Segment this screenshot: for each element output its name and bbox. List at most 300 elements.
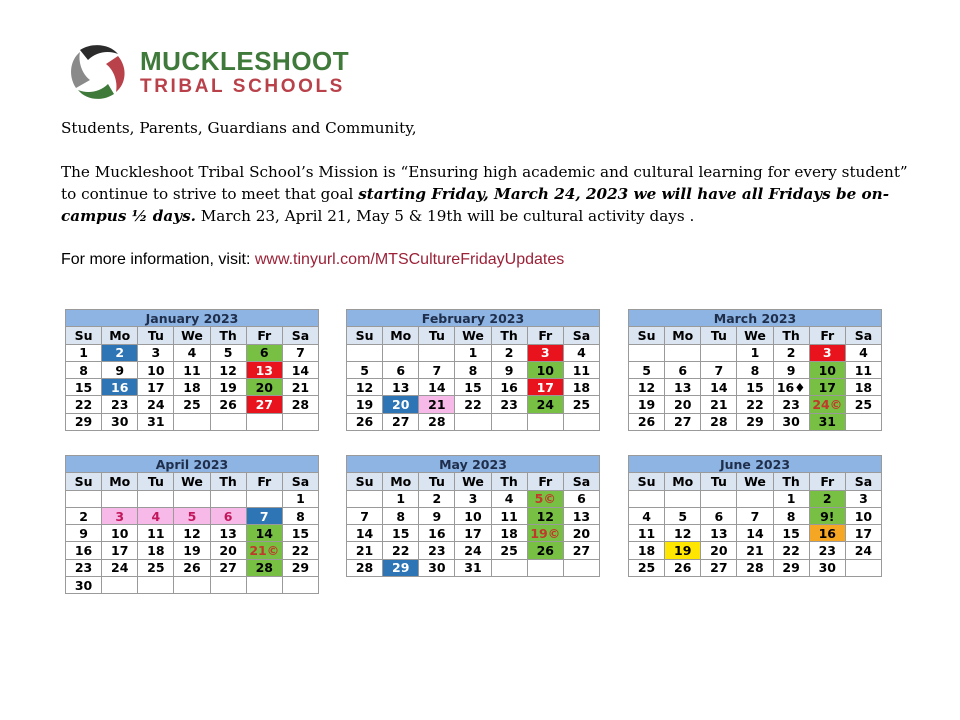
calendar-empty-cell — [174, 413, 210, 430]
calendar-day: 5 — [174, 507, 210, 524]
calendar-day: 9 — [66, 525, 102, 542]
weekday-header: Tu — [138, 473, 174, 490]
calendar-day: 26 — [527, 542, 563, 559]
calendar-day: 5 — [210, 344, 246, 361]
calendar-day: 24 — [845, 542, 881, 559]
calendar-day: 15 — [383, 525, 419, 542]
calendar-day: 24 — [102, 559, 138, 576]
weekday-header: Su — [629, 473, 665, 490]
weekday-header: Sa — [563, 473, 599, 490]
weekday-header: We — [174, 327, 210, 344]
calendar-day: 19© — [527, 525, 563, 542]
calendar-february — [346, 309, 600, 431]
calendar-week-row — [66, 344, 319, 361]
calendar-day: 2 — [102, 344, 138, 361]
calendar-day: 3 — [102, 507, 138, 524]
calendar-empty-cell — [246, 577, 282, 594]
calendar-day: 2 — [491, 344, 527, 361]
calendar-day: 8 — [282, 507, 318, 524]
calendar-day: 21 — [282, 379, 318, 396]
calendar-week-row — [629, 542, 882, 559]
calendar-day: 23 — [102, 396, 138, 413]
calendar-april — [65, 455, 319, 594]
calendar-day: 23 — [419, 542, 455, 559]
calendar-day: 13 — [665, 379, 701, 396]
calendar-day: 12 — [174, 525, 210, 542]
calendar-day: 28 — [737, 559, 773, 576]
weekday-header: Su — [66, 327, 102, 344]
weekday-header: Sa — [282, 473, 318, 490]
calendar-day: 20 — [246, 379, 282, 396]
calendar-day: 28 — [282, 396, 318, 413]
calendar-day: 29 — [773, 559, 809, 576]
calendar-day: 22 — [455, 396, 491, 413]
calendar-day: 18 — [629, 542, 665, 559]
logo-emblem-icon — [66, 40, 132, 106]
calendar-day: 29 — [383, 559, 419, 576]
calendar-day: 8 — [383, 507, 419, 524]
calendar-day: 23 — [773, 396, 809, 413]
calendar-day: 13 — [246, 361, 282, 378]
calendar-empty-cell — [527, 559, 563, 576]
calendar-march — [628, 309, 882, 431]
calendar-day: 22 — [737, 396, 773, 413]
mission-emphasis: starting Friday, March 24, 2023 we will have all Fridays be on-campus ½ days. — [61, 185, 889, 225]
calendar-day: 19 — [665, 542, 701, 559]
calendar-day: 27 — [665, 413, 701, 430]
calendar-day: 26 — [347, 413, 383, 430]
calendar-day: 1 — [737, 344, 773, 361]
calendar-day: 19 — [174, 542, 210, 559]
calendar-day: 17 — [455, 525, 491, 542]
calendar-day: 30 — [66, 577, 102, 594]
calendar-day: 25 — [174, 396, 210, 413]
calendar-day: 15 — [737, 379, 773, 396]
weekday-header: Fr — [527, 327, 563, 344]
calendar-day: 7 — [737, 507, 773, 524]
calendar-week-row — [66, 507, 319, 524]
calendar-day: 30 — [102, 413, 138, 430]
calendar-day: 5 — [629, 361, 665, 378]
calendar-week-row — [66, 361, 319, 378]
calendar-week-row — [347, 507, 600, 524]
calendar-empty-cell — [174, 490, 210, 507]
calendar-week-row — [66, 413, 319, 430]
calendar-title: April 2023 — [66, 456, 319, 473]
calendar-day: 10 — [102, 525, 138, 542]
calendar-day: 7 — [347, 507, 383, 524]
calendar-day: 3 — [809, 344, 845, 361]
weekday-header: Sa — [845, 473, 881, 490]
calendar-day: 26 — [210, 396, 246, 413]
weekday-header: Th — [773, 327, 809, 344]
weekday-header: Tu — [419, 327, 455, 344]
calendar-day: 28 — [246, 559, 282, 576]
calendar-day: 5 — [347, 361, 383, 378]
calendar-empty-cell — [383, 344, 419, 361]
calendar-day: 20 — [563, 525, 599, 542]
calendar-day: 6 — [563, 490, 599, 507]
calendar-day: 5 — [665, 507, 701, 524]
calendar-empty-cell — [246, 413, 282, 430]
weekday-header: Mo — [102, 473, 138, 490]
calendar-day: 20 — [701, 542, 737, 559]
calendar-day: 19 — [629, 396, 665, 413]
calendar-day: 27 — [246, 396, 282, 413]
calendar-day: 6 — [665, 361, 701, 378]
weekday-header: Su — [347, 327, 383, 344]
calendar-day: 18 — [845, 379, 881, 396]
calendar-empty-cell — [282, 577, 318, 594]
calendar-day: 22 — [66, 396, 102, 413]
calendar-day: 21© — [246, 542, 282, 559]
calendar-day: 7 — [246, 507, 282, 524]
calendar-day: 16♦ — [773, 379, 809, 396]
calendar-day: 8 — [737, 361, 773, 378]
calendar-day: 3 — [845, 490, 881, 507]
calendar-day: 21 — [347, 542, 383, 559]
calendar-day: 14 — [246, 525, 282, 542]
calendar-day: 23 — [66, 559, 102, 576]
calendar-day: 13 — [210, 525, 246, 542]
calendar-day: 13 — [383, 379, 419, 396]
calendar-day: 9 — [419, 507, 455, 524]
calendar-day: 24 — [527, 396, 563, 413]
calendar-day: 15 — [282, 525, 318, 542]
calendar-week-row — [347, 490, 600, 507]
calendar-week-row — [66, 577, 319, 594]
calendar-day: 16 — [491, 379, 527, 396]
calendar-day: 5© — [527, 490, 563, 507]
calendar-week-row — [347, 559, 600, 576]
calendar-may — [346, 455, 600, 577]
calendar-week-row — [66, 525, 319, 542]
calendar-day: 6 — [210, 507, 246, 524]
calendar-title: February 2023 — [347, 310, 600, 327]
calendar-day: 21 — [701, 396, 737, 413]
calendar-day: 19 — [210, 379, 246, 396]
calendar-day: 26 — [629, 413, 665, 430]
calendar-empty-cell — [455, 413, 491, 430]
calendar-day: 26 — [665, 559, 701, 576]
calendar-day: 18 — [138, 542, 174, 559]
calendar-day: 10 — [527, 361, 563, 378]
calendar-day: 3 — [527, 344, 563, 361]
calendar-empty-cell — [845, 559, 881, 576]
calendar-week-row — [347, 413, 600, 430]
calendar-day: 6 — [701, 507, 737, 524]
calendar-week-row — [66, 490, 319, 507]
weekday-header: Tu — [701, 473, 737, 490]
weekday-header: Fr — [527, 473, 563, 490]
calendar-empty-cell — [210, 413, 246, 430]
weekday-header: Fr — [246, 473, 282, 490]
calendar-day: 7 — [701, 361, 737, 378]
info-link[interactable]: www.tinyurl.com/MTSCultureFridayUpdates — [254, 251, 565, 268]
calendar-day: 21 — [419, 396, 455, 413]
calendar-day: 17 — [809, 379, 845, 396]
calendar-day: 17 — [102, 542, 138, 559]
calendar-empty-cell — [419, 344, 455, 361]
calendar-day: 22 — [383, 542, 419, 559]
calendar-day: 2 — [773, 344, 809, 361]
calendar-day: 14 — [701, 379, 737, 396]
mission-paragraph — [61, 161, 911, 227]
calendar-title: January 2023 — [66, 310, 319, 327]
calendar-empty-cell — [665, 344, 701, 361]
calendar-day: 18 — [174, 379, 210, 396]
weekday-header: Sa — [845, 327, 881, 344]
calendar-title: March 2023 — [629, 310, 882, 327]
greeting: Students, Parents, Guardians and Community, — [61, 119, 417, 137]
calendar-day: 9 — [773, 361, 809, 378]
info-line — [61, 251, 564, 269]
calendar-day: 7 — [419, 361, 455, 378]
calendar-empty-cell — [347, 344, 383, 361]
logo-title: MUCKLESHOOT — [140, 46, 350, 76]
weekday-header: Th — [210, 327, 246, 344]
calendar-day: 24© — [809, 396, 845, 413]
calendar-week-row — [66, 542, 319, 559]
calendar-day: 28 — [419, 413, 455, 430]
calendar-week-row — [347, 361, 600, 378]
calendar-day: 15 — [773, 525, 809, 542]
calendar-day: 17 — [527, 379, 563, 396]
info-label: For more information, visit: — [61, 251, 255, 268]
calendar-day: 14 — [737, 525, 773, 542]
calendar-day: 29 — [282, 559, 318, 576]
calendar-day: 1 — [383, 490, 419, 507]
calendar-day: 25 — [563, 396, 599, 413]
calendar-day: 16 — [809, 525, 845, 542]
weekday-header: Tu — [138, 327, 174, 344]
calendar-day: 9 — [491, 361, 527, 378]
calendar-empty-cell — [210, 490, 246, 507]
calendar-week-row — [66, 559, 319, 576]
calendar-empty-cell — [629, 490, 665, 507]
calendar-week-row — [347, 396, 600, 413]
weekday-header: Sa — [563, 327, 599, 344]
calendar-week-row — [347, 525, 600, 542]
calendar-day: 10 — [455, 507, 491, 524]
weekday-header: Sa — [282, 327, 318, 344]
calendar-day: 6 — [246, 344, 282, 361]
calendar-day: 20 — [210, 542, 246, 559]
calendar-day: 13 — [701, 525, 737, 542]
calendar-day: 3 — [455, 490, 491, 507]
weekday-header: We — [455, 327, 491, 344]
calendar-day: 13 — [563, 507, 599, 524]
calendar-week-row — [347, 344, 600, 361]
weekday-header: Th — [491, 327, 527, 344]
calendar-day: 1 — [773, 490, 809, 507]
calendar-empty-cell — [347, 490, 383, 507]
calendar-day: 27 — [210, 559, 246, 576]
calendar-day: 12 — [527, 507, 563, 524]
calendar-day: 29 — [66, 413, 102, 430]
calendar-empty-cell — [845, 413, 881, 430]
weekday-header: We — [737, 327, 773, 344]
calendar-day: 14 — [282, 361, 318, 378]
calendar-empty-cell — [563, 559, 599, 576]
calendar-day: 16 — [102, 379, 138, 396]
calendar-day: 12 — [629, 379, 665, 396]
calendar-empty-cell — [491, 559, 527, 576]
calendar-day: 9! — [809, 507, 845, 524]
calendar-week-row — [629, 379, 882, 396]
calendar-title: June 2023 — [629, 456, 882, 473]
weekday-header: Tu — [701, 327, 737, 344]
calendar-day: 18 — [491, 525, 527, 542]
calendar-day: 4 — [563, 344, 599, 361]
calendar-day: 14 — [419, 379, 455, 396]
calendar-empty-cell — [737, 490, 773, 507]
weekday-header: Mo — [665, 473, 701, 490]
weekday-header: Mo — [383, 473, 419, 490]
calendar-day: 8 — [66, 361, 102, 378]
calendar-day: 1 — [66, 344, 102, 361]
weekday-header: Mo — [102, 327, 138, 344]
calendar-empty-cell — [138, 577, 174, 594]
calendar-week-row — [629, 559, 882, 576]
calendar-week-row — [629, 413, 882, 430]
calendar-day: 6 — [383, 361, 419, 378]
calendar-day: 10 — [845, 507, 881, 524]
calendar-day: 23 — [809, 542, 845, 559]
calendar-day: 12 — [210, 361, 246, 378]
calendar-day: 11 — [174, 361, 210, 378]
calendar-week-row — [629, 490, 882, 507]
weekday-header: We — [455, 473, 491, 490]
calendar-week-row — [629, 507, 882, 524]
calendar-day: 29 — [737, 413, 773, 430]
calendar-day: 16 — [419, 525, 455, 542]
calendar-day: 4 — [629, 507, 665, 524]
calendar-empty-cell — [102, 490, 138, 507]
calendar-day: 20 — [383, 396, 419, 413]
calendar-january — [65, 309, 319, 431]
calendar-empty-cell — [563, 413, 599, 430]
calendar-day: 15 — [66, 379, 102, 396]
weekday-header: We — [737, 473, 773, 490]
calendar-day: 21 — [737, 542, 773, 559]
calendar-day: 4 — [174, 344, 210, 361]
calendar-empty-cell — [66, 490, 102, 507]
calendar-empty-cell — [246, 490, 282, 507]
mission-tail: March 23, April 21, May 5 & 19th will be cultural activity days . — [195, 207, 695, 225]
calendar-day: 4 — [138, 507, 174, 524]
calendar-day: 2 — [809, 490, 845, 507]
weekday-header: Tu — [419, 473, 455, 490]
calendar-empty-cell — [174, 577, 210, 594]
weekday-header: Su — [629, 327, 665, 344]
calendar-empty-cell — [102, 577, 138, 594]
weekday-header: Th — [773, 473, 809, 490]
calendar-day: 17 — [138, 379, 174, 396]
calendar-day: 7 — [282, 344, 318, 361]
weekday-header: Mo — [383, 327, 419, 344]
calendar-week-row — [66, 396, 319, 413]
calendar-week-row — [629, 344, 882, 361]
calendar-day: 14 — [347, 525, 383, 542]
weekday-header: Fr — [809, 327, 845, 344]
weekday-header: We — [174, 473, 210, 490]
calendar-day: 22 — [282, 542, 318, 559]
calendar-day: 22 — [773, 542, 809, 559]
calendar-empty-cell — [138, 490, 174, 507]
calendar-day: 16 — [66, 542, 102, 559]
calendar-day: 26 — [174, 559, 210, 576]
calendar-week-row — [629, 396, 882, 413]
calendar-day: 24 — [455, 542, 491, 559]
calendar-empty-cell — [282, 413, 318, 430]
calendar-day: 11 — [138, 525, 174, 542]
calendar-empty-cell — [491, 413, 527, 430]
calendar-day: 11 — [845, 361, 881, 378]
calendar-day: 10 — [138, 361, 174, 378]
calendar-day: 4 — [845, 344, 881, 361]
calendar-day: 25 — [491, 542, 527, 559]
calendar-week-row — [629, 525, 882, 542]
calendar-day: 27 — [563, 542, 599, 559]
calendar-title: May 2023 — [347, 456, 600, 473]
calendar-week-row — [347, 379, 600, 396]
calendar-day: 27 — [383, 413, 419, 430]
calendar-empty-cell — [701, 344, 737, 361]
calendar-june — [628, 455, 882, 577]
calendar-day: 18 — [563, 379, 599, 396]
calendar-day: 25 — [845, 396, 881, 413]
logo-subtitle: TRIBAL SCHOOLS — [140, 76, 345, 97]
weekday-header: Th — [491, 473, 527, 490]
weekday-header: Th — [210, 473, 246, 490]
calendar-day: 19 — [347, 396, 383, 413]
calendar-day: 11 — [629, 525, 665, 542]
calendar-week-row — [66, 379, 319, 396]
calendar-day: 12 — [665, 525, 701, 542]
calendar-day: 28 — [347, 559, 383, 576]
calendar-day: 1 — [455, 344, 491, 361]
calendar-day: 2 — [66, 507, 102, 524]
calendar-empty-cell — [665, 490, 701, 507]
calendar-day: 9 — [102, 361, 138, 378]
calendar-day: 30 — [809, 559, 845, 576]
calendar-day: 23 — [491, 396, 527, 413]
calendar-week-row — [629, 361, 882, 378]
calendar-day: 1 — [282, 490, 318, 507]
calendar-day: 24 — [138, 396, 174, 413]
calendar-day: 25 — [138, 559, 174, 576]
calendar-day: 27 — [701, 559, 737, 576]
weekday-header: Fr — [246, 327, 282, 344]
calendar-day: 20 — [665, 396, 701, 413]
weekday-header: Fr — [809, 473, 845, 490]
calendar-week-row — [347, 542, 600, 559]
calendar-day: 25 — [629, 559, 665, 576]
calendar-day: 15 — [455, 379, 491, 396]
calendar-day: 11 — [563, 361, 599, 378]
calendar-day: 28 — [701, 413, 737, 430]
calendar-day: 31 — [809, 413, 845, 430]
calendar-empty-cell — [210, 577, 246, 594]
weekday-header: Su — [347, 473, 383, 490]
calendar-empty-cell — [701, 490, 737, 507]
mission-intro: The Muckleshoot Tribal School’s Mission is “Ensuring high academic and cultural learning for every student” to continue to strive to meet that goal — [61, 163, 908, 203]
calendar-day: 2 — [419, 490, 455, 507]
calendar-day: 31 — [138, 413, 174, 430]
school-logo — [66, 40, 350, 106]
calendar-day: 4 — [491, 490, 527, 507]
